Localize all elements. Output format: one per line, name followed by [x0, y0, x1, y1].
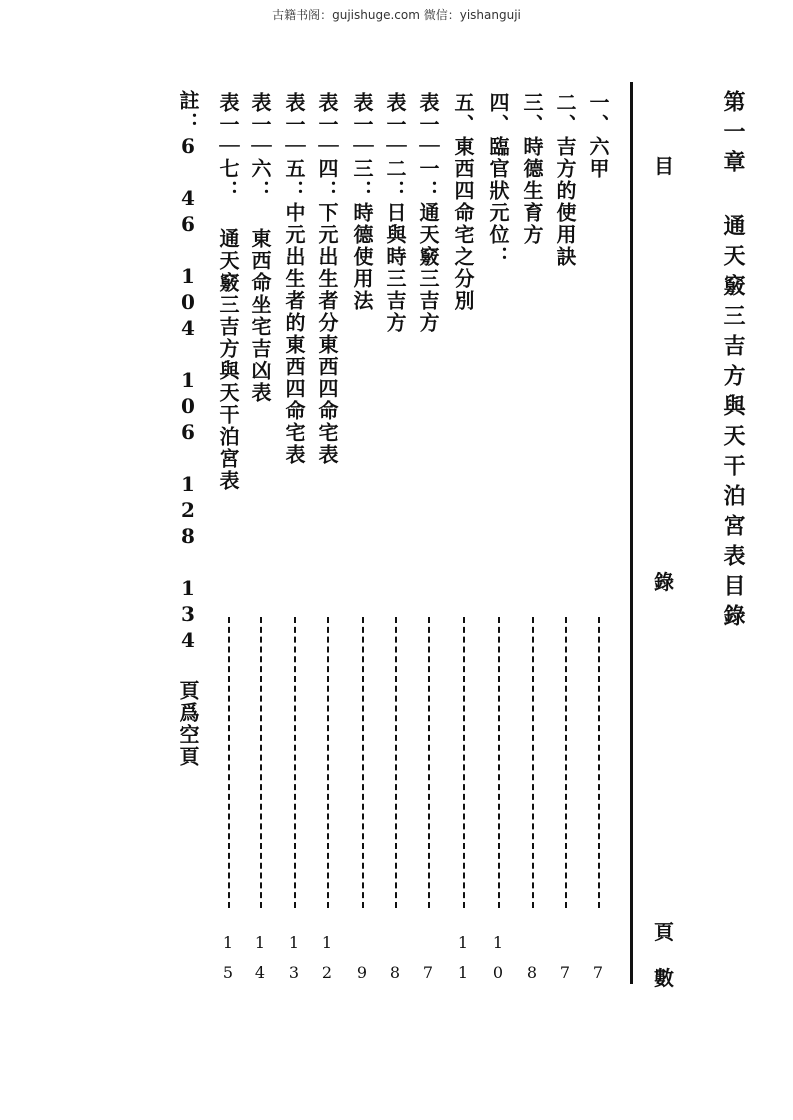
page-number: 1	[321, 933, 333, 952]
page-number: 1	[254, 933, 266, 952]
toc-entry-5[interactable]: 五、東西四命宅之分別	[451, 92, 475, 312]
leader-line	[565, 617, 567, 908]
page-number: 9	[356, 963, 368, 982]
toc-entry-1[interactable]: 一、六甲	[586, 92, 610, 180]
page-number: 1	[222, 933, 234, 952]
separator-line	[630, 82, 633, 984]
header-mu: 目	[654, 154, 674, 178]
leader-line	[498, 617, 500, 908]
leader-line	[294, 617, 296, 908]
page-number: 2	[321, 963, 333, 982]
toc-entry-3[interactable]: 三、時德生育方	[520, 92, 544, 246]
note-text: 6 46 104 106 128 134 頁爲空頁	[176, 134, 200, 768]
chapter-title: 第一章 通天竅三吉方與天干泊宮表目錄	[720, 90, 746, 634]
page-number: 5	[222, 963, 234, 982]
page-number: 0	[492, 963, 504, 982]
leader-line	[362, 617, 364, 908]
leader-line	[532, 617, 534, 908]
toc-entry-4[interactable]: 四、臨官狀元位：	[486, 92, 510, 268]
page-number: 7	[559, 963, 571, 982]
leader-line	[428, 617, 430, 908]
leader-line	[463, 617, 465, 908]
toc-entry-12[interactable]: 表一｜七： 通天竅三吉方與天干泊宮表	[216, 92, 240, 492]
page-number: 3	[288, 963, 300, 982]
toc-entry-9[interactable]: 表一｜四：下元出生者分東西四命宅表	[315, 92, 339, 466]
page-number: 1	[288, 933, 300, 952]
header-ye: 頁	[654, 920, 674, 944]
toc-entry-8[interactable]: 表一｜三：時德使用法	[350, 92, 374, 312]
header-lu: 錄	[654, 570, 674, 594]
toc-entry-7[interactable]: 表一｜二：日與時三吉方	[383, 92, 407, 334]
page-number: 1	[492, 933, 504, 952]
page-number: 1	[457, 933, 469, 952]
toc-entry-10[interactable]: 表一｜五：中元出生者的東西四命宅表	[282, 92, 306, 466]
toc-entry-2[interactable]: 二、吉方的使用訣	[553, 92, 577, 268]
page-number: 7	[422, 963, 434, 982]
leader-line	[327, 617, 329, 908]
toc-entry-6[interactable]: 表一｜一：通天竅三吉方	[416, 92, 440, 334]
leader-line	[260, 617, 262, 908]
page-number: 7	[592, 963, 604, 982]
page-number: 8	[526, 963, 538, 982]
page-number: 8	[389, 963, 401, 982]
watermark: 古籍书阁：gujishuge.com 微信：yishanguji	[272, 8, 521, 22]
leader-line	[395, 617, 397, 908]
leader-line	[598, 617, 600, 908]
toc-entry-11[interactable]: 表一｜六： 東西命坐宅吉凶表	[248, 92, 272, 404]
note-label: 註：	[176, 90, 200, 134]
page-number: 1	[457, 963, 469, 982]
header-shu: 數	[654, 966, 674, 990]
page-number: 4	[254, 963, 266, 982]
leader-line	[228, 617, 230, 908]
note	[178, 90, 198, 768]
